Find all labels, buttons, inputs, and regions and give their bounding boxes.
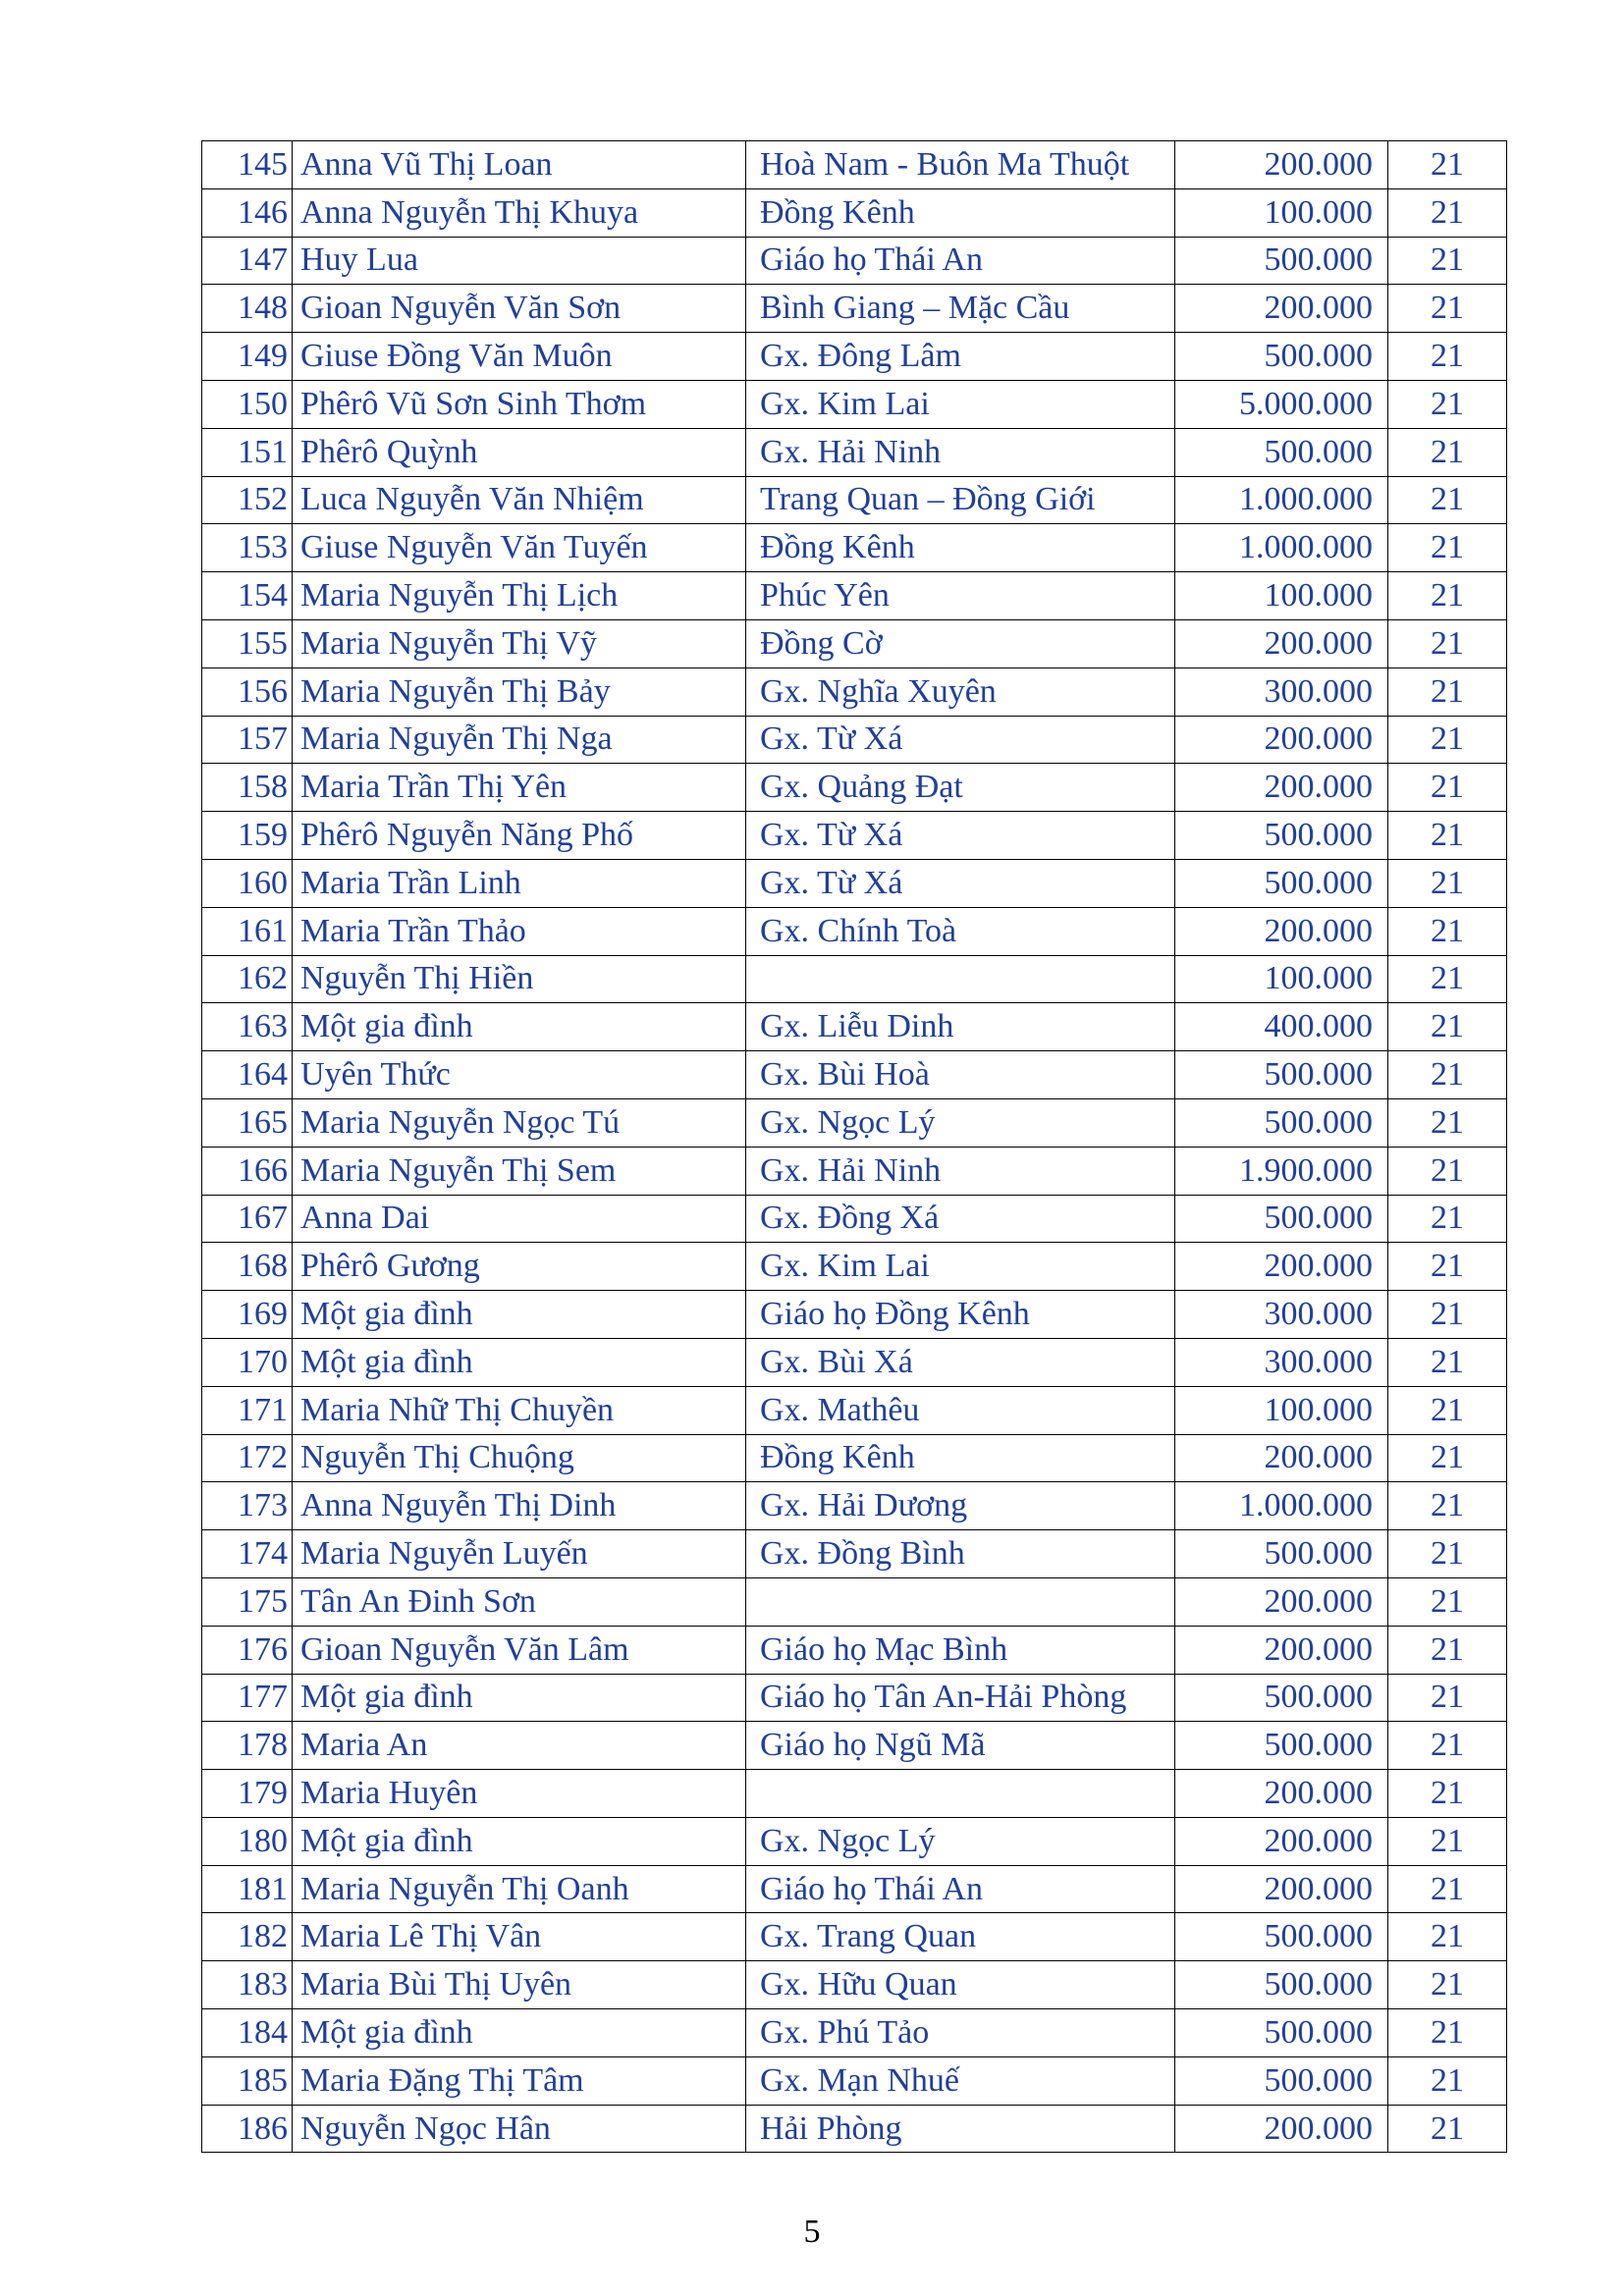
category-code: 21 xyxy=(1388,907,1507,955)
category-code: 21 xyxy=(1388,1913,1507,1961)
parish-name: Đồng Cờ xyxy=(746,619,1175,667)
donation-amount: 200.000 xyxy=(1175,141,1388,189)
donor-name: Maria Nguyễn Thị Sem xyxy=(293,1147,746,1195)
category-code: 21 xyxy=(1388,619,1507,667)
parish-name: Trang Quan – Đồng Giới xyxy=(746,476,1175,524)
category-code: 21 xyxy=(1388,1722,1507,1770)
category-code: 21 xyxy=(1388,1817,1507,1865)
parish-name: Gx. Đồng Xá xyxy=(746,1195,1175,1243)
parish-name: Gx. Hải Dương xyxy=(746,1482,1175,1530)
donor-name: Gioan Nguyễn Văn Lâm xyxy=(293,1626,746,1674)
category-code: 21 xyxy=(1388,188,1507,237)
parish-name: Gx. Trang Quan xyxy=(746,1913,1175,1961)
table-row xyxy=(202,1913,1507,1961)
category-code: 21 xyxy=(1388,428,1507,476)
donation-amount: 500.000 xyxy=(1175,1722,1388,1770)
donation-amount: 1.000.000 xyxy=(1175,524,1388,572)
donation-amount: 500.000 xyxy=(1175,428,1388,476)
row-number: 149 xyxy=(202,333,293,381)
donor-name: Huy Lua xyxy=(293,237,746,285)
donation-amount: 200.000 xyxy=(1175,764,1388,812)
parish-name: Gx. Ngọc Lý xyxy=(746,1098,1175,1147)
donation-amount: 300.000 xyxy=(1175,667,1388,716)
donation-amount: 200.000 xyxy=(1175,619,1388,667)
donation-amount: 200.000 xyxy=(1175,716,1388,764)
row-number: 169 xyxy=(202,1291,293,1339)
parish-name: Gx. Mathêu xyxy=(746,1386,1175,1434)
parish-name: Gx. Hải Ninh xyxy=(746,1147,1175,1195)
table-row xyxy=(202,380,1507,428)
donor-name: Một gia đình xyxy=(293,1674,746,1722)
row-number: 179 xyxy=(202,1770,293,1818)
category-code: 21 xyxy=(1388,1003,1507,1051)
row-number: 170 xyxy=(202,1338,293,1386)
donor-name: Nguyễn Ngọc Hân xyxy=(293,2105,746,2153)
category-code: 21 xyxy=(1388,1865,1507,1913)
table-row xyxy=(202,1338,1507,1386)
donor-rows xyxy=(202,141,1507,2153)
donation-amount: 500.000 xyxy=(1175,2009,1388,2057)
category-code: 21 xyxy=(1388,955,1507,1003)
row-number: 176 xyxy=(202,1626,293,1674)
donation-amount: 500.000 xyxy=(1175,1051,1388,1099)
donation-amount: 500.000 xyxy=(1175,812,1388,860)
row-number: 178 xyxy=(202,1722,293,1770)
donation-amount: 200.000 xyxy=(1175,2105,1388,2153)
table-row xyxy=(202,859,1507,907)
donor-name: Maria Nguyễn Thị Nga xyxy=(293,716,746,764)
donor-name: Maria Nguyễn Thị Oanh xyxy=(293,1865,746,1913)
parish-name: Gx. Nghĩa Xuyên xyxy=(746,667,1175,716)
table-row xyxy=(202,333,1507,381)
table-row xyxy=(202,1195,1507,1243)
donor-name: Một gia đình xyxy=(293,1003,746,1051)
donor-name: Anna Nguyễn Thị Khuya xyxy=(293,188,746,237)
row-number: 161 xyxy=(202,907,293,955)
row-number: 185 xyxy=(202,2056,293,2105)
donation-amount: 200.000 xyxy=(1175,907,1388,955)
parish-name: Gx. Đồng Bình xyxy=(746,1530,1175,1578)
category-code: 21 xyxy=(1388,572,1507,620)
category-code: 21 xyxy=(1388,1338,1507,1386)
row-number: 175 xyxy=(202,1577,293,1626)
parish-name: Giáo họ Ngũ Mã xyxy=(746,1722,1175,1770)
parish-name: Giáo họ Mạc Bình xyxy=(746,1626,1175,1674)
donor-name: Maria An xyxy=(293,1722,746,1770)
donor-name: Giuse Đồng Văn Muôn xyxy=(293,333,746,381)
donation-amount: 500.000 xyxy=(1175,1961,1388,2009)
donor-name: Maria Trần Thảo xyxy=(293,907,746,955)
donor-name: Maria Bùi Thị Uyên xyxy=(293,1961,746,2009)
table-row xyxy=(202,1003,1507,1051)
parish-name: Giáo họ Tân An-Hải Phòng xyxy=(746,1674,1175,1722)
table-row xyxy=(202,1722,1507,1770)
table-row xyxy=(202,237,1507,285)
donation-amount: 200.000 xyxy=(1175,1817,1388,1865)
table-row xyxy=(202,812,1507,860)
table-row xyxy=(202,1434,1507,1482)
category-code: 21 xyxy=(1388,333,1507,381)
table-row xyxy=(202,2056,1507,2105)
table-row xyxy=(202,285,1507,333)
category-code: 21 xyxy=(1388,1626,1507,1674)
category-code: 21 xyxy=(1388,1243,1507,1291)
donation-amount: 500.000 xyxy=(1175,2056,1388,2105)
category-code: 21 xyxy=(1388,859,1507,907)
row-number: 152 xyxy=(202,476,293,524)
category-code: 21 xyxy=(1388,1386,1507,1434)
table-row xyxy=(202,1482,1507,1530)
parish-name: Đồng Kênh xyxy=(746,1434,1175,1482)
row-number: 145 xyxy=(202,141,293,189)
table-row xyxy=(202,1961,1507,2009)
donor-name: Maria Nguyễn Ngọc Tú xyxy=(293,1098,746,1147)
donation-amount: 100.000 xyxy=(1175,1386,1388,1434)
donor-name: Anna Nguyễn Thị Dinh xyxy=(293,1482,746,1530)
donor-table xyxy=(201,140,1507,2153)
row-number: 166 xyxy=(202,1147,293,1195)
donor-name: Maria Trần Linh xyxy=(293,859,746,907)
row-number: 158 xyxy=(202,764,293,812)
row-number: 151 xyxy=(202,428,293,476)
donor-name: Luca Nguyễn Văn Nhiệm xyxy=(293,476,746,524)
row-number: 172 xyxy=(202,1434,293,1482)
category-code: 21 xyxy=(1388,2009,1507,2057)
donor-name: Maria Trần Thị Yên xyxy=(293,764,746,812)
parish-name: Đồng Kênh xyxy=(746,524,1175,572)
parish-name: Giáo họ Thái An xyxy=(746,1865,1175,1913)
table-row xyxy=(202,2105,1507,2153)
row-number: 164 xyxy=(202,1051,293,1099)
donation-amount: 300.000 xyxy=(1175,1338,1388,1386)
table-row xyxy=(202,524,1507,572)
table-row xyxy=(202,572,1507,620)
donor-name: Maria Nguyễn Luyến xyxy=(293,1530,746,1578)
category-code: 21 xyxy=(1388,2056,1507,2105)
row-number: 168 xyxy=(202,1243,293,1291)
category-code: 21 xyxy=(1388,2105,1507,2153)
donor-name: Nguyễn Thị Chuộng xyxy=(293,1434,746,1482)
category-code: 21 xyxy=(1388,1961,1507,2009)
parish-name: Gx. Bùi Hoà xyxy=(746,1051,1175,1099)
table-row xyxy=(202,1770,1507,1818)
donation-amount: 200.000 xyxy=(1175,1626,1388,1674)
parish-name: Gx. Mạn Nhuế xyxy=(746,2056,1175,2105)
table-row xyxy=(202,141,1507,189)
row-number: 154 xyxy=(202,572,293,620)
donation-amount: 100.000 xyxy=(1175,572,1388,620)
table-row xyxy=(202,1626,1507,1674)
donation-amount: 5.000.000 xyxy=(1175,380,1388,428)
category-code: 21 xyxy=(1388,1195,1507,1243)
donation-amount: 500.000 xyxy=(1175,1530,1388,1578)
table-row xyxy=(202,2009,1507,2057)
donor-name: Maria Nguyễn Thị Vỹ xyxy=(293,619,746,667)
table-row xyxy=(202,1243,1507,1291)
parish-name: Phúc Yên xyxy=(746,572,1175,620)
row-number: 153 xyxy=(202,524,293,572)
table-row xyxy=(202,1291,1507,1339)
parish-name: Gx. Kim Lai xyxy=(746,1243,1175,1291)
parish-name: Gx. Bùi Xá xyxy=(746,1338,1175,1386)
donor-name: Một gia đình xyxy=(293,1338,746,1386)
donation-amount: 400.000 xyxy=(1175,1003,1388,1051)
donation-amount: 1.900.000 xyxy=(1175,1147,1388,1195)
donor-name: Phêrô Quỳnh xyxy=(293,428,746,476)
donor-name: Maria Đặng Thị Tâm xyxy=(293,2056,746,2105)
parish-name: Giáo họ Thái An xyxy=(746,237,1175,285)
donation-amount: 500.000 xyxy=(1175,333,1388,381)
donation-amount: 200.000 xyxy=(1175,285,1388,333)
parish-name: Gx. Chính Toà xyxy=(746,907,1175,955)
category-code: 21 xyxy=(1388,141,1507,189)
donation-amount: 500.000 xyxy=(1175,1098,1388,1147)
donor-name: Nguyễn Thị Hiền xyxy=(293,955,746,1003)
category-code: 21 xyxy=(1388,476,1507,524)
donor-name: Anna Dai xyxy=(293,1195,746,1243)
table-row xyxy=(202,619,1507,667)
category-code: 21 xyxy=(1388,716,1507,764)
row-number: 148 xyxy=(202,285,293,333)
parish-name: Gx. Ngọc Lý xyxy=(746,1817,1175,1865)
row-number: 171 xyxy=(202,1386,293,1434)
row-number: 183 xyxy=(202,1961,293,2009)
category-code: 21 xyxy=(1388,1434,1507,1482)
parish-name: Gx. Từ Xá xyxy=(746,812,1175,860)
category-code: 21 xyxy=(1388,285,1507,333)
donor-name: Anna Vũ Thị Loan xyxy=(293,141,746,189)
row-number: 174 xyxy=(202,1530,293,1578)
donor-name: Một gia đình xyxy=(293,1291,746,1339)
donation-amount: 200.000 xyxy=(1175,1434,1388,1482)
category-code: 21 xyxy=(1388,1291,1507,1339)
table-row xyxy=(202,428,1507,476)
row-number: 146 xyxy=(202,188,293,237)
row-number: 159 xyxy=(202,812,293,860)
parish-name: Gx. Liễu Dinh xyxy=(746,1003,1175,1051)
parish-name: Gx. Từ Xá xyxy=(746,716,1175,764)
parish-name: Hoà Nam - Buôn Ma Thuột xyxy=(746,141,1175,189)
parish-name: Giáo họ Đồng Kênh xyxy=(746,1291,1175,1339)
row-number: 157 xyxy=(202,716,293,764)
category-code: 21 xyxy=(1388,667,1507,716)
parish-name: Gx. Phú Tảo xyxy=(746,2009,1175,2057)
category-code: 21 xyxy=(1388,812,1507,860)
donor-name: Giuse Nguyễn Văn Tuyến xyxy=(293,524,746,572)
row-number: 160 xyxy=(202,859,293,907)
table-row xyxy=(202,1577,1507,1626)
donor-name: Gioan Nguyễn Văn Sơn xyxy=(293,285,746,333)
row-number: 162 xyxy=(202,955,293,1003)
parish-name: Gx. Quảng Đạt xyxy=(746,764,1175,812)
row-number: 181 xyxy=(202,1865,293,1913)
row-number: 167 xyxy=(202,1195,293,1243)
category-code: 21 xyxy=(1388,1051,1507,1099)
row-number: 173 xyxy=(202,1482,293,1530)
row-number: 150 xyxy=(202,380,293,428)
table-row xyxy=(202,1530,1507,1578)
parish-name: Gx. Đông Lâm xyxy=(746,333,1175,381)
parish-name: Bình Giang – Mặc Cầu xyxy=(746,285,1175,333)
donation-amount: 200.000 xyxy=(1175,1243,1388,1291)
parish-name: Gx. Từ Xá xyxy=(746,859,1175,907)
row-number: 184 xyxy=(202,2009,293,2057)
table-row xyxy=(202,955,1507,1003)
category-code: 21 xyxy=(1388,380,1507,428)
category-code: 21 xyxy=(1388,1770,1507,1818)
donation-amount: 200.000 xyxy=(1175,1770,1388,1818)
parish-name xyxy=(746,1770,1175,1818)
row-number: 177 xyxy=(202,1674,293,1722)
row-number: 180 xyxy=(202,1817,293,1865)
table-row xyxy=(202,907,1507,955)
donation-amount: 500.000 xyxy=(1175,1913,1388,1961)
donor-name: Maria Lê Thị Vân xyxy=(293,1913,746,1961)
donation-amount: 500.000 xyxy=(1175,1674,1388,1722)
category-code: 21 xyxy=(1388,237,1507,285)
donor-name: Phêrô Vũ Sơn Sinh Thơm xyxy=(293,380,746,428)
donor-name: Một gia đình xyxy=(293,1817,746,1865)
category-code: 21 xyxy=(1388,1482,1507,1530)
donation-amount: 500.000 xyxy=(1175,237,1388,285)
page-number: 5 xyxy=(803,2214,821,2250)
parish-name: Hải Phòng xyxy=(746,2105,1175,2153)
table-row xyxy=(202,667,1507,716)
row-number: 147 xyxy=(202,237,293,285)
row-number: 155 xyxy=(202,619,293,667)
donation-amount: 1.000.000 xyxy=(1175,1482,1388,1530)
category-code: 21 xyxy=(1388,1674,1507,1722)
donation-amount: 500.000 xyxy=(1175,859,1388,907)
table-row xyxy=(202,188,1507,237)
table-row xyxy=(202,1051,1507,1099)
donor-name: Tân An Đinh Sơn xyxy=(293,1577,746,1626)
row-number: 182 xyxy=(202,1913,293,1961)
table-row xyxy=(202,476,1507,524)
donor-name: Maria Nguyễn Thị Lịch xyxy=(293,572,746,620)
category-code: 21 xyxy=(1388,1530,1507,1578)
table-row xyxy=(202,764,1507,812)
donor-name: Uyên Thức xyxy=(293,1051,746,1099)
row-number: 163 xyxy=(202,1003,293,1051)
parish-name: Đồng Kênh xyxy=(746,188,1175,237)
donor-name: Phêrô Gương xyxy=(293,1243,746,1291)
parish-name: Gx. Hữu Quan xyxy=(746,1961,1175,2009)
donation-amount: 1.000.000 xyxy=(1175,476,1388,524)
donation-amount: 100.000 xyxy=(1175,955,1388,1003)
table-row xyxy=(202,1098,1507,1147)
donor-name: Một gia đình xyxy=(293,2009,746,2057)
donation-amount: 200.000 xyxy=(1175,1577,1388,1626)
category-code: 21 xyxy=(1388,1098,1507,1147)
table-row xyxy=(202,1817,1507,1865)
donation-amount: 100.000 xyxy=(1175,188,1388,237)
donation-amount: 500.000 xyxy=(1175,1195,1388,1243)
category-code: 21 xyxy=(1388,1147,1507,1195)
donor-name: Maria Huyên xyxy=(293,1770,746,1818)
table-row xyxy=(202,1865,1507,1913)
donor-name: Maria Nhữ Thị Chuyền xyxy=(293,1386,746,1434)
donation-amount: 300.000 xyxy=(1175,1291,1388,1339)
table-row xyxy=(202,1674,1507,1722)
parish-name xyxy=(746,955,1175,1003)
row-number: 156 xyxy=(202,667,293,716)
parish-name: Gx. Kim Lai xyxy=(746,380,1175,428)
donor-name: Phêrô Nguyễn Năng Phố xyxy=(293,812,746,860)
row-number: 186 xyxy=(202,2105,293,2153)
donor-name: Maria Nguyễn Thị Bảy xyxy=(293,667,746,716)
parish-name: Gx. Hải Ninh xyxy=(746,428,1175,476)
category-code: 21 xyxy=(1388,1577,1507,1626)
row-number: 165 xyxy=(202,1098,293,1147)
table-row xyxy=(202,716,1507,764)
table-row xyxy=(202,1386,1507,1434)
category-code: 21 xyxy=(1388,524,1507,572)
donation-amount: 200.000 xyxy=(1175,1865,1388,1913)
table-row xyxy=(202,1147,1507,1195)
category-code: 21 xyxy=(1388,764,1507,812)
parish-name xyxy=(746,1577,1175,1626)
